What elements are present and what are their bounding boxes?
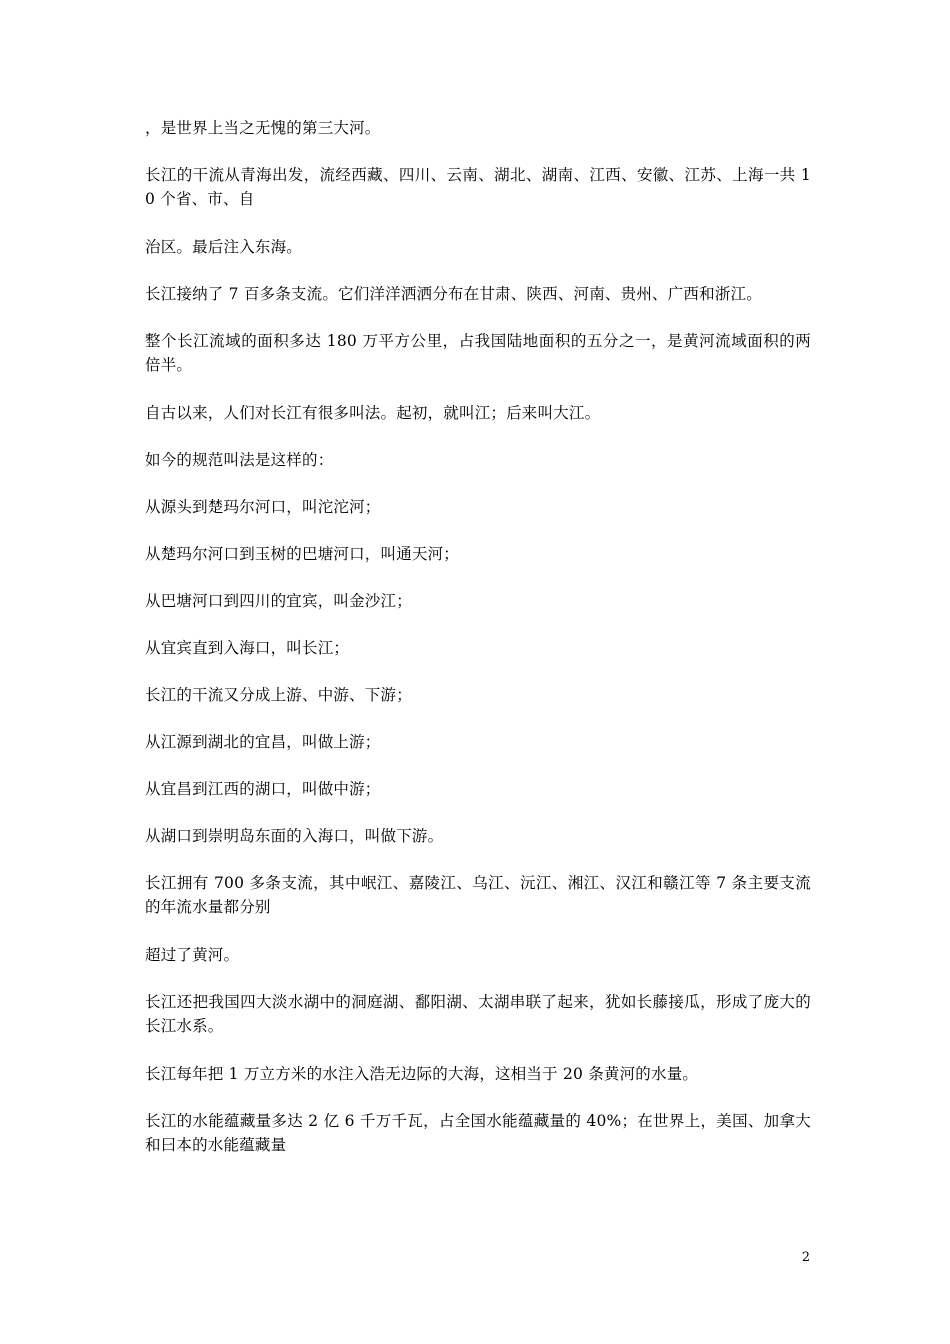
paragraph-1: ，是世界上当之无愧的第三大河。 — [145, 119, 381, 137]
document-body — [145, 116, 811, 1181]
paragraph-19: 长江每年把 1 万立方米的水注入浩无边际的大海，这相当于 20 条黄河的水量。 — [145, 1065, 699, 1083]
paragraph-15: 从湖口到崇明岛东面的入海口，叫做下游。 — [145, 827, 444, 845]
paragraph-18: 长江还把我国四大淡水湖中的洞庭湖、鄱阳湖、太湖串联了起来，犹如长藤接瓜，形成了庞大的长江水系。 — [145, 993, 811, 1035]
paragraph-10: 从巴塘河口到四川的宜宾，叫金沙江； — [145, 592, 412, 610]
paragraph-4: 长江接纳了 7 百多条支流。它们洋洋洒洒分布在甘肃、陕西、河南、贵州、广西和浙江。 — [145, 285, 762, 303]
paragraph-8: 从源头到楚玛尔河口，叫沱沱河； — [145, 498, 381, 516]
paragraph-13: 从江源到湖北的宜昌，叫做上游； — [145, 733, 381, 751]
paragraph-2: 长江的干流从青海出发，流经西藏、四川、云南、湖北、湖南、江西、安徽、江苏、上海一共 10 个省、市、自 — [145, 166, 811, 208]
paragraph-16: 长江拥有 700 多条支流，其中岷江、嘉陵江、乌江、沅江、湘江、汉江和赣江等 7 条主要支流的年流水量都分别 — [145, 874, 811, 916]
paragraph-9: 从楚玛尔河口到玉树的巴塘河口，叫通天河； — [145, 545, 460, 563]
paragraph-5: 整个长江流域的面积多达 180 万平方公里，占我国陆地面积的五分之一，是黄河流域面积的两倍半。 — [145, 332, 811, 374]
paragraph-12: 长江的干流又分成上游、中游、下游； — [145, 686, 412, 704]
paragraph-20: 长江的水能蕴藏量多达 2 亿 6 千万千瓦，占全国水能蕴藏量的 40%；在世界上，美国、加拿大和曰本的水能蕴藏量 — [145, 1112, 811, 1154]
paragraph-11: 从宜宾直到入海口，叫长江； — [145, 639, 350, 657]
page-number: 2 — [801, 1250, 810, 1265]
paragraph-7: 如今的规范叫法是这样的： — [145, 451, 334, 469]
paragraph-6: 自古以来，人们对长江有很多叫法。起初，就叫江；后来叫大江。 — [145, 404, 601, 422]
paragraph-3: 治区。最后注入东海。 — [145, 238, 303, 256]
paragraph-14: 从宜昌到江西的湖口，叫做中游； — [145, 780, 381, 798]
paragraph-17: 超过了黄河。 — [145, 946, 240, 964]
